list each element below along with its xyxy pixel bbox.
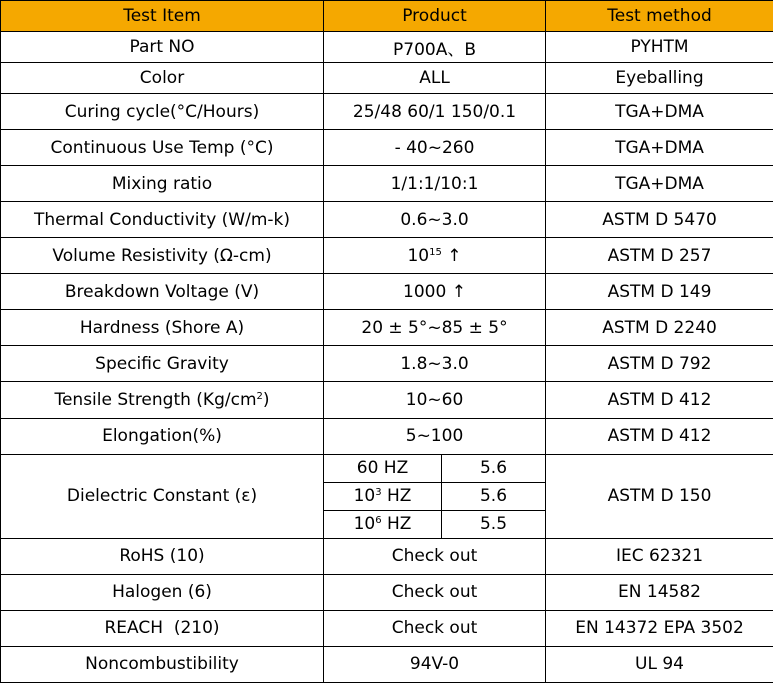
row-method: TGA+DMA [546,166,773,202]
row-product: P700A、B [324,32,546,63]
row-product: - 40~260 [324,130,546,166]
row-method: ASTM D 412 [546,382,773,418]
dielectric-value: 5.6 [442,454,546,482]
row-product: Check out [324,538,546,574]
row-item [1,382,324,418]
dielectric-freq [324,482,442,510]
row-method: ASTM D 149 [546,274,773,310]
freq-suffix: HZ [381,514,412,535]
row-item: Curing cycle(°C/Hours) [1,94,324,130]
item-base: Tensile Strength (Kg/cm [54,389,257,410]
header-test-item: Test Item [1,1,324,32]
row-method: EN 14372 EPA 3502 [546,610,773,646]
row-product: 5~100 [324,418,546,454]
dielectric-value: 5.5 [442,510,546,538]
dielectric-freq [324,510,442,538]
row-item: RoHS (10) [1,538,324,574]
row-item: Hardness (Shore A) [1,310,324,346]
freq-base: 10 [353,514,376,535]
table-row [1,610,773,646]
row-product: 25/48 60/1 150/0.1 [324,94,546,130]
row-item: Color [1,63,324,94]
row-product: Check out [324,610,546,646]
table-row [1,310,773,346]
header-product: Product [324,1,546,32]
table-row [1,238,773,274]
table-row [1,130,773,166]
row-method: ASTM D 792 [546,346,773,382]
table-row [1,166,773,202]
row-item: Volume Resistivity (Ω-cm) [1,238,324,274]
row-item: Mixing ratio [1,166,324,202]
row-product: 1.8~3.0 [324,346,546,382]
table-row [1,646,773,682]
item-exponent: 2 [256,390,263,402]
row-method: UL 94 [546,646,773,682]
product-suffix: ↑ [441,245,462,266]
row-product: 10~60 [324,382,546,418]
dielectric-item: Dielectric Constant (ε) [1,454,324,538]
dielectric-freq: 60 HZ [324,454,442,482]
row-item: Part NO [1,32,324,63]
table-row [1,346,773,382]
table-row [1,418,773,454]
product-base: 10 [407,245,430,266]
table-row [1,538,773,574]
row-method: IEC 62321 [546,538,773,574]
freq-suffix: HZ [381,486,412,507]
row-method: ASTM D 5470 [546,202,773,238]
row-method: ASTM D 257 [546,238,773,274]
dielectric-value: 5.6 [442,482,546,510]
row-method: ASTM D 412 [546,418,773,454]
freq-exponent: 6 [375,515,382,527]
row-item: Specific Gravity [1,346,324,382]
row-product: ALL [324,63,546,94]
row-item: Halogen (6) [1,574,324,610]
row-product [324,238,546,274]
table-row [1,574,773,610]
dielectric-row [1,454,773,482]
table-row [1,382,773,418]
dielectric-method: ASTM D 150 [546,454,773,538]
table-row [1,202,773,238]
product-exponent: 15 [429,246,442,258]
table-row [1,274,773,310]
row-product: 94V-0 [324,646,546,682]
row-item: Continuous Use Temp (°C) [1,130,324,166]
row-product: 1000 ↑ [324,274,546,310]
row-item: REACH (210) [1,610,324,646]
row-product: Check out [324,574,546,610]
row-method: PYHTM [546,32,773,63]
item-suffix: ) [262,389,270,410]
row-product: 0.6~3.0 [324,202,546,238]
table-row [1,63,773,94]
freq-exponent: 3 [375,487,382,499]
row-item: Noncombustibility [1,646,324,682]
row-item: Thermal Conductivity (W/m-k) [1,202,324,238]
header-row [1,1,773,32]
row-product: 1/1:1/10:1 [324,166,546,202]
row-product: 20 ± 5°~85 ± 5° [324,310,546,346]
row-method: TGA+DMA [546,130,773,166]
row-method: EN 14582 [546,574,773,610]
row-item: Elongation(%) [1,418,324,454]
row-method: Eyeballing [546,63,773,94]
freq-base: 10 [353,486,376,507]
row-item: Breakdown Voltage (V) [1,274,324,310]
header-test-method: Test method [546,1,773,32]
row-method: ASTM D 2240 [546,310,773,346]
row-method: TGA+DMA [546,94,773,130]
table-row [1,94,773,130]
table-row [1,32,773,63]
